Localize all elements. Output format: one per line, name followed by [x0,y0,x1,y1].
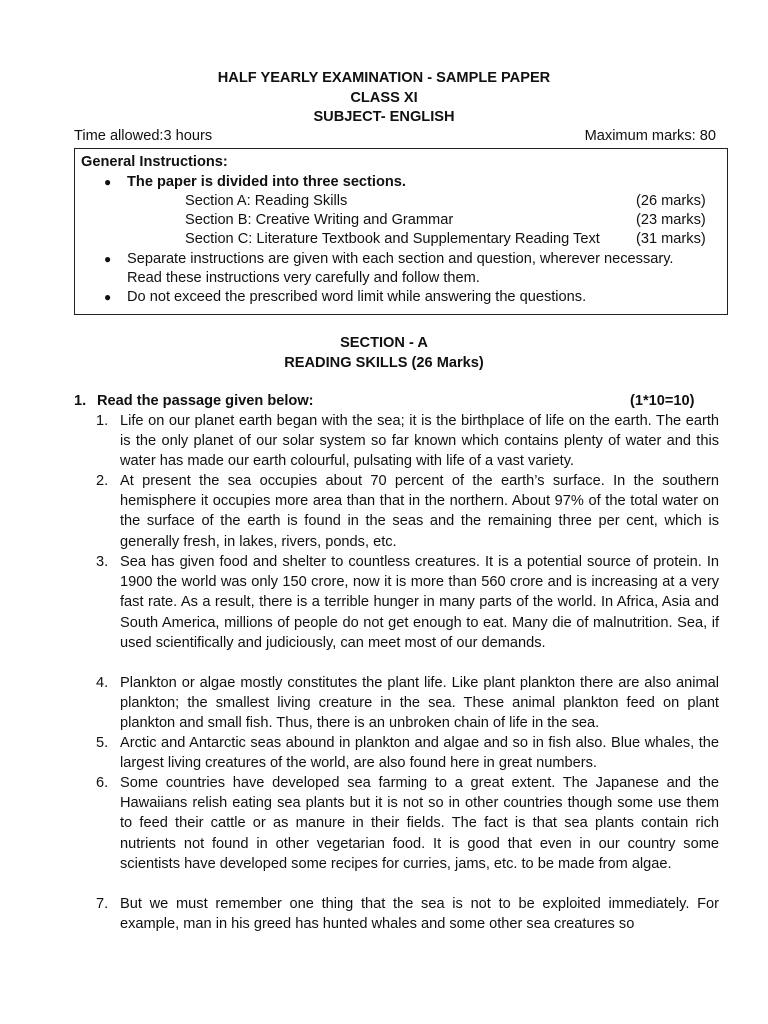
time-allowed: Time allowed:3 hours [74,128,213,144]
bullet-icon: ● [104,252,112,266]
paragraph-number: 1. [96,413,109,429]
paragraph-number: 6. [96,775,109,791]
section-a-marks: (26 marks) [636,193,706,209]
passage-paragraph: Sea has given food and shelter to countless creatures. It is a potential source of protein. In 1900 the world was only 150 crore, now it is more than 560 crore and is increasing at a very fast rate. As a result, there is a terrible hunger in many parts of the world. In Africa, Asia and South America, millions of people do not get enough to eat. Many die of malnutrition. Sea, if used scientifically and judiciously, can meet most of our demands. [120,554,719,651]
maximum-marks: Maximum marks: 80 [584,128,716,144]
paragraph-number: 7. [96,896,109,912]
section-c-marks: (31 marks) [636,231,706,247]
instruction-word-limit: Do not exceed the prescribed word limit while answering the questions. [127,289,587,305]
class-title: CLASS XI [350,90,418,106]
paragraph-number: 4. [96,675,109,691]
bullet-icon: ● [104,175,112,189]
section-c-name: Section C: Literature Textbook and Supplementary Reading Text [185,231,600,247]
question-marks: (1*10=10) [630,393,695,409]
passage-paragraph: Plankton or algae mostly constitutes the plant life. Like plant plankton there are also animal plankton; the smallest living creature in the sea. These animal plankton feed on plant plankton and small fish. Thus, there is an unbroken chain of life in the sea. [120,675,719,732]
bullet-icon: ● [104,290,112,304]
instruction-separate-line1: Separate instructions are given with each section and question, wherever necessary. [127,251,674,267]
passage-paragraph: Arctic and Antarctic seas abound in plankton and algae and so in fish also. Blue whales, the largest living creatures of the world, are also found here in great numbers. [120,735,719,772]
question-text: Read the passage given below: [97,393,314,409]
section-b-name: Section B: Creative Writing and Grammar [185,212,454,228]
paragraph-number: 3. [96,554,109,570]
passage-paragraph: Life on our planet earth began with the sea; it is the birthplace of life on the earth. The earth is the only planet of our solar system so far known which contains plenty of water and this water has made our earth colourful, pulsating with life of a vast variety. [120,413,719,470]
passage-paragraph: But we must remember one thing that the sea is not to be exploited immediately. For example, man in his greed has hunted whales and some other sea creatures so [120,896,719,933]
section-a-name: Section A: Reading Skills [185,193,348,209]
exam-title: HALF YEARLY EXAMINATION - SAMPLE PAPER [217,70,551,86]
question-number: 1. [74,393,87,409]
subject-title: SUBJECT- ENGLISH [313,109,455,125]
paragraph-number: 2. [96,473,109,489]
instructions-heading: General Instructions: [81,154,228,170]
section-b-marks: (23 marks) [636,212,706,228]
paragraph-number: 5. [96,735,109,751]
passage-paragraph: At present the sea occupies about 70 percent of the earth’s surface. In the southern hemisphere it occupies more area than that in the northern. About 97% of the total water on the surface of the earth is found in the seas and the remaining three per cent, which is generally fresh, in lakes, rivers, ponds, etc. [120,473,719,550]
instruction-sections-divided: The paper is divided into three sections. [127,174,406,190]
section-title: SECTION - A [340,335,428,351]
passage-paragraph: Some countries have developed sea farming to a great extent. The Japanese and the Hawaiians relish eating sea plants but it is not so in other countries though some use them to feed their cattle or as manure in their fields. The fact is that sea plants contain rich nutrients not found in other vegetarian food. It is good that even in our country some scientists have developed some recipes for curries, jams, etc. to be made from algae. [120,775,719,872]
section-subtitle: READING SKILLS (26 Marks) [284,355,484,371]
instruction-separate-line2: Read these instructions very carefully and follow them. [127,270,480,286]
